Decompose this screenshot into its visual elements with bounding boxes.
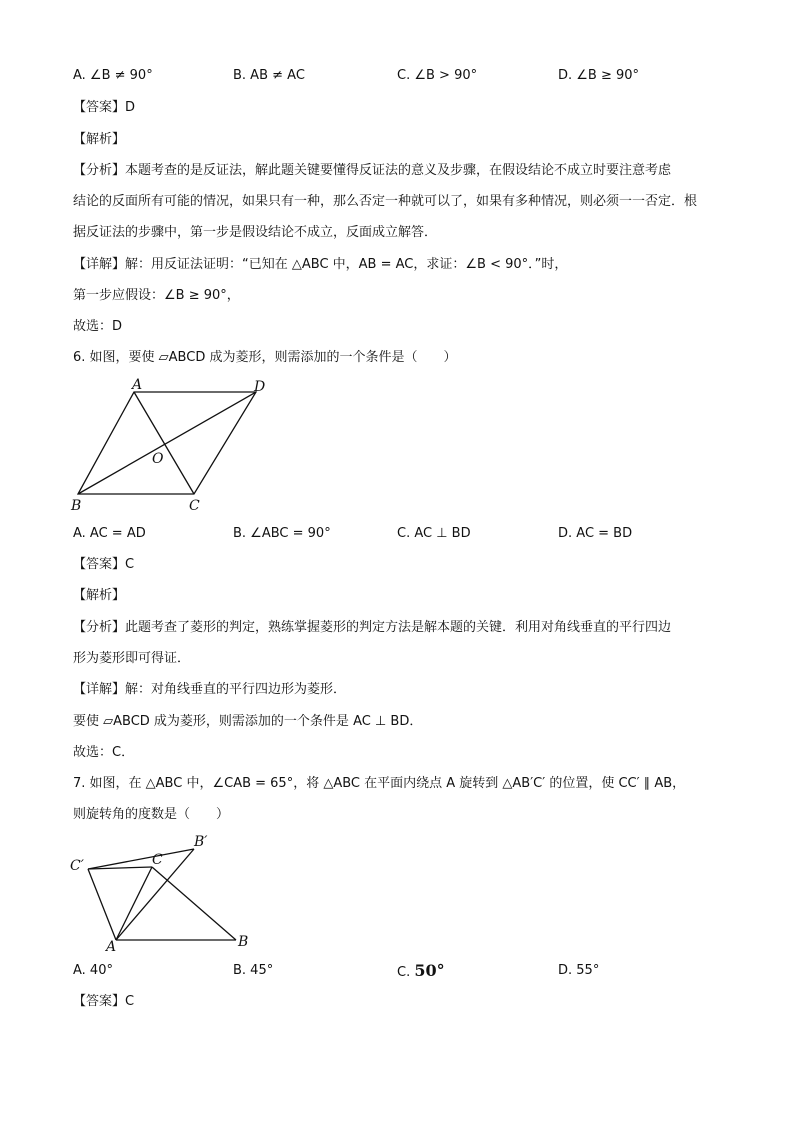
q7-option-c-value: 50° <box>414 961 445 980</box>
q6-label-d: D <box>254 379 266 395</box>
q5-choose: 故选：D <box>73 319 123 334</box>
q7-option-d: D. 55° <box>558 963 600 978</box>
q5-option-c: C. ∠B > 90° <box>397 68 478 83</box>
q6-option-a: A. AC = AD <box>73 526 146 541</box>
q7-option-b: B. 45° <box>233 963 274 978</box>
q6-label-b: B <box>71 498 82 514</box>
q7-segment-cb <box>152 867 236 940</box>
q6-option-b: B. ∠ABC = 90° <box>233 526 331 541</box>
q6-analysis-line-1: 【分析】此题考查了菱形的判定，熟练掌握菱形的判定方法是解本题的关键．利用对角线垂直的平行四边 <box>73 620 672 635</box>
q7-segment-c1b1 <box>88 849 194 869</box>
q7-rotation-figure <box>68 830 258 955</box>
q5-answer: 【答案】D <box>73 100 136 115</box>
q7-segment-c1a <box>88 869 116 940</box>
q7-label-b: B <box>238 934 249 950</box>
q7-stem-line-1: 7. 如图，在 △ABC 中，∠CAB = 65°，将 △ABC 在平面内绕点 A 旋转到 △AB′C′ 的位置，使 CC′ ∥ AB， <box>73 776 686 791</box>
q6-parallelogram-figure <box>68 373 278 515</box>
q6-label-a: A <box>132 377 143 393</box>
q7-label-c: C <box>152 852 163 868</box>
q5-detail-line-1: 【详解】解：用反证法证明：“已知在 △ABC 中，AB = AC，求证：∠B < 90°．”时， <box>73 257 568 272</box>
q5-analysis-heading: 【解析】 <box>73 132 126 147</box>
q6-option-c: C. AC ⊥ BD <box>397 526 471 541</box>
q5-detail-line-2: 第一步应假设：∠B ≥ 90°， <box>73 288 240 303</box>
q6-stem: 6. 如图，要使 ▱ABCD 成为菱形，则需添加的一个条件是（ ） <box>73 350 457 365</box>
q6-diagonal-ac <box>134 392 194 494</box>
q7-option-c <box>397 962 445 982</box>
q6-analysis-heading: 【解析】 <box>73 588 126 603</box>
q5-option-d: D. ∠B ≥ 90° <box>558 68 640 83</box>
q6-choose: 故选：C． <box>73 745 135 760</box>
q7-label-c-prime: C′ <box>70 858 84 874</box>
q7-label-a: A <box>106 939 117 955</box>
q6-answer: 【答案】C <box>73 557 135 572</box>
q7-stem-line-2: 则旋转角的度数是（ ） <box>73 807 230 822</box>
q7-option-c-letter: C. <box>397 965 411 980</box>
q7-answer: 【答案】C <box>73 994 135 1009</box>
q6-detail-line-1: 【详解】解：对角线垂直的平行四边形为菱形． <box>73 682 347 697</box>
q7-option-a: A. 40° <box>73 963 113 978</box>
q5-analysis-line-3: 据反证法的步骤中，第一步是假设结论不成立，反面成立解答． <box>73 225 438 240</box>
q6-analysis-line-2: 形为菱形即可得证． <box>73 651 191 666</box>
q5-option-b: B. AB ≠ AC <box>233 68 305 83</box>
q7-label-b-prime: B′ <box>194 834 208 850</box>
q6-detail-line-2: 要使 ▱ABCD 成为菱形，则需添加的一个条件是 AC ⊥ BD． <box>73 714 423 729</box>
q5-option-a: A. ∠B ≠ 90° <box>73 68 153 83</box>
q6-label-c: C <box>189 498 200 514</box>
q6-label-o: O <box>152 451 164 467</box>
q6-option-d: D. AC = BD <box>558 526 633 541</box>
q5-analysis-line-1: 【分析】本题考查的是反证法，解此题关键要懂得反证法的意义及步骤，在假设结论不成立时要注意考虑 <box>73 163 672 178</box>
q6-diagonal-bd <box>78 392 256 494</box>
q5-analysis-line-2: 结论的反面所有可能的情况，如果只有一种，那么否定一种就可以了，如果有多种情况，则必须一一否定．根 <box>73 194 698 209</box>
